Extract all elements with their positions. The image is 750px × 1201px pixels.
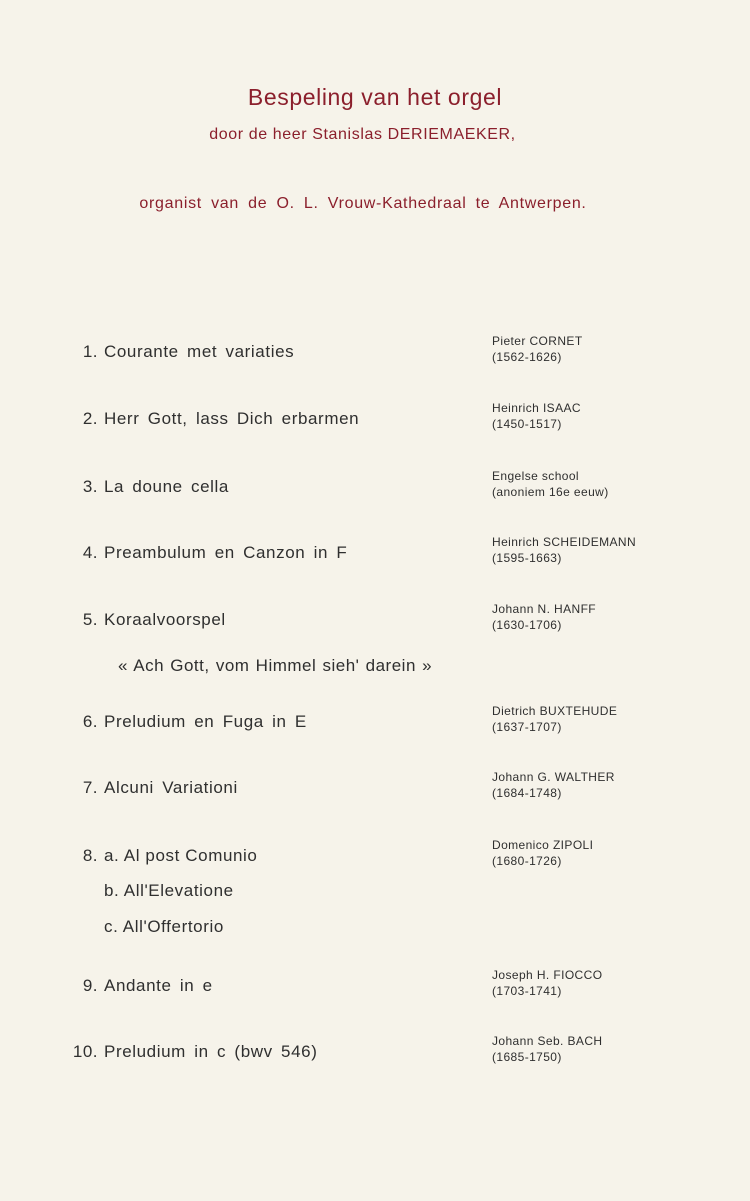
work-title: Koraalvoorspel [104,610,226,629]
item-number: 2. [82,409,98,428]
composer-dates: (1450-1517) [492,417,562,431]
composer-name: Domenico ZIPOLI [492,838,594,852]
item-number: 3. [82,477,98,496]
work-title: Preambulum en Canzon in F [104,543,348,562]
composer-dates: (1703-1741) [492,984,562,998]
composer-name: Johann G. WALTHER [492,770,615,784]
composer-name: Engelse school [492,469,579,483]
composer-dates: (1630-1706) [492,618,562,632]
work-part: b. All'Elevatione [104,881,234,900]
work-title: Herr Gott, lass Dich erbarmen [104,409,360,428]
item-number: 5. [82,610,98,629]
composer-block [492,333,583,365]
composer-block [492,967,602,999]
work-part: c. All'Offertorio [104,917,224,936]
work-part: a. Al post Comunio [104,846,258,865]
work-title: Andante in e [104,976,213,995]
item-number: 7. [82,778,98,797]
work-title: La doune cella [104,477,229,496]
organist-line: organist van de O. L. Vrouw-Kathedraal te Antwerpen. [139,195,587,212]
item-number: 8. [82,846,98,865]
composer-dates: (1684-1748) [492,786,562,800]
item-number: 9. [82,976,98,995]
composer-block [492,468,609,500]
composer-block [492,769,615,801]
work-title: Preludium en Fuga in E [104,712,307,731]
composer-name: Dietrich BUXTEHUDE [492,704,618,718]
work-title: Preludium in c (bwv 546) [104,1042,318,1061]
composer-name: Pieter CORNET [492,334,583,348]
composer-dates: (1680-1726) [492,854,562,868]
item-number: 10. [72,1042,98,1061]
work-title: Courante met variaties [104,342,295,361]
composer-block [492,400,581,432]
page-title: Bespeling van het orgel [247,84,503,110]
composer-block [492,601,596,633]
work-title: Alcuni Variationi [104,778,238,797]
performer-line: door de heer Stanislas DERIEMAEKER, [209,126,516,143]
composer-dates: (1595-1663) [492,551,562,565]
composer-dates: (1562-1626) [492,350,562,364]
item-number: 4. [82,543,98,562]
composer-block [492,703,617,735]
composer-name: Johann Seb. BACH [492,1034,603,1048]
item-number: 6. [82,712,98,731]
composer-block [492,534,636,566]
composer-block [492,837,593,869]
composer-dates: (1637-1707) [492,720,562,734]
composer-name: Joseph H. FIOCCO [492,968,603,982]
composer-dates: (anoniem 16e eeuw) [492,485,609,499]
work-subtitle: « Ach Gott, vom Himmel sieh' darein » [118,656,433,675]
composer-name: Johann N. HANFF [492,602,597,616]
composer-dates: (1685-1750) [492,1050,562,1064]
composer-name: Heinrich ISAAC [492,401,581,415]
composer-name: Heinrich SCHEIDEMANN [492,535,637,549]
item-number: 1. [82,342,98,361]
composer-block [492,1033,602,1065]
